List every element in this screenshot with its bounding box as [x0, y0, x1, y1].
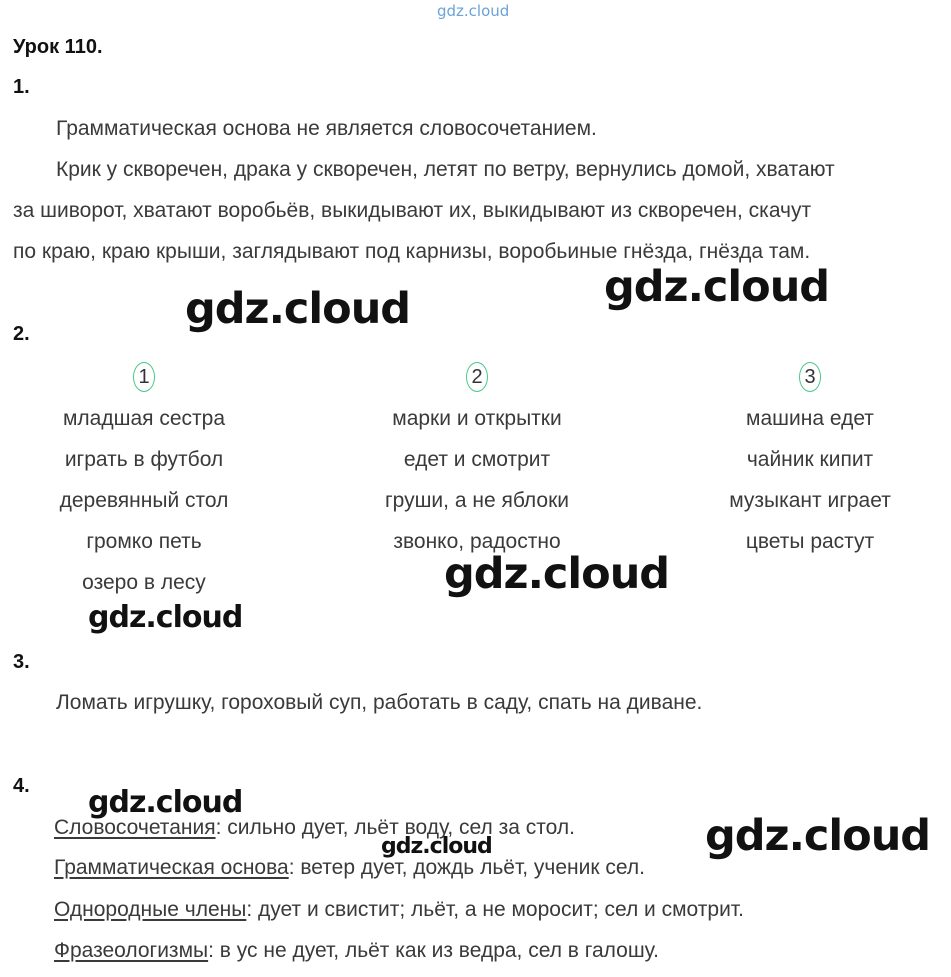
task4-row-grammatical-basis: [54, 856, 645, 880]
task3-line1: Ломать игрушку, гороховый суп, работать в саду, спать на диване.: [56, 691, 703, 714]
watermark: gdz.cloud: [185, 284, 411, 334]
column-item: младшая сестра: [62, 407, 225, 430]
task4-number: 4.: [13, 775, 30, 797]
column-item: играть в футбол: [64, 448, 224, 471]
column-number-badge: 1: [133, 362, 155, 392]
column-item: звонко, радостно: [393, 530, 561, 553]
column-item: груши, а не яблоки: [384, 489, 570, 512]
task1-number: 1.: [13, 76, 30, 98]
column-item: музыкант играет: [729, 489, 891, 512]
term-examples: : ветер дует, дождь льёт, ученик сел.: [288, 856, 645, 879]
column-number-badge: 3: [799, 362, 821, 392]
task1-line1: Грамматическая основа не является словосочетанием.: [56, 117, 597, 140]
header-watermark: gdz.cloud: [437, 2, 510, 20]
term-examples: : в ус не дует, льёт как из ведра, сел в галошу.: [208, 939, 659, 962]
column-number-badge: 2: [466, 362, 488, 392]
watermark: gdz.cloud: [604, 262, 830, 312]
column-item: марки и открытки: [392, 407, 562, 430]
column-2: [327, 362, 627, 562]
task1-line3: за шиворот, хватают воробьёв, выкидывают их, выкидывают из скворечен, скачут: [13, 199, 812, 222]
watermark: gdz.cloud: [88, 785, 243, 820]
watermark: gdz.cloud: [381, 834, 492, 859]
column-item: чайник кипит: [746, 448, 874, 471]
term-label: Словосочетания: [54, 816, 216, 839]
column-item: машина едет: [746, 407, 874, 430]
column-item: громко петь: [86, 530, 202, 553]
column-item: озеро в лесу: [82, 571, 206, 594]
term-examples: : сильно дует, льёт воду, сел за стол.: [215, 816, 575, 839]
task4-row-idioms: [54, 939, 659, 963]
column-3: [660, 362, 951, 562]
term-label: Грамматическая основа: [54, 856, 289, 879]
column-item: цветы растут: [745, 530, 875, 553]
task3-number: 3.: [13, 651, 30, 673]
column-item: деревянный стол: [59, 489, 229, 512]
task2-number: 2.: [13, 323, 30, 345]
lesson-title: Урок 110.: [13, 36, 103, 58]
task1-line2: Крик у скворечен, драка у скворечен, летят по ветру, вернулись домой, хватают: [56, 158, 835, 181]
term-label: Однородные члены: [54, 898, 247, 921]
term-examples: : дует и свистит; льёт, а не моросит; сел и смотрит.: [246, 898, 744, 921]
column-1: [0, 362, 294, 603]
task4-row-homogeneous-members: [54, 898, 744, 922]
task4-row-collocations: [54, 816, 575, 840]
term-label: Фразеологизмы: [54, 939, 209, 962]
watermark: gdz.cloud: [705, 811, 931, 861]
watermark: gdz.cloud: [444, 549, 670, 599]
task1-line4: по краю, краю крыши, заглядывают под карнизы, воробьиные гнёзда, гнёзда там.: [13, 240, 811, 263]
watermark: gdz.cloud: [88, 600, 243, 635]
column-item: едет и смотрит: [403, 448, 551, 471]
